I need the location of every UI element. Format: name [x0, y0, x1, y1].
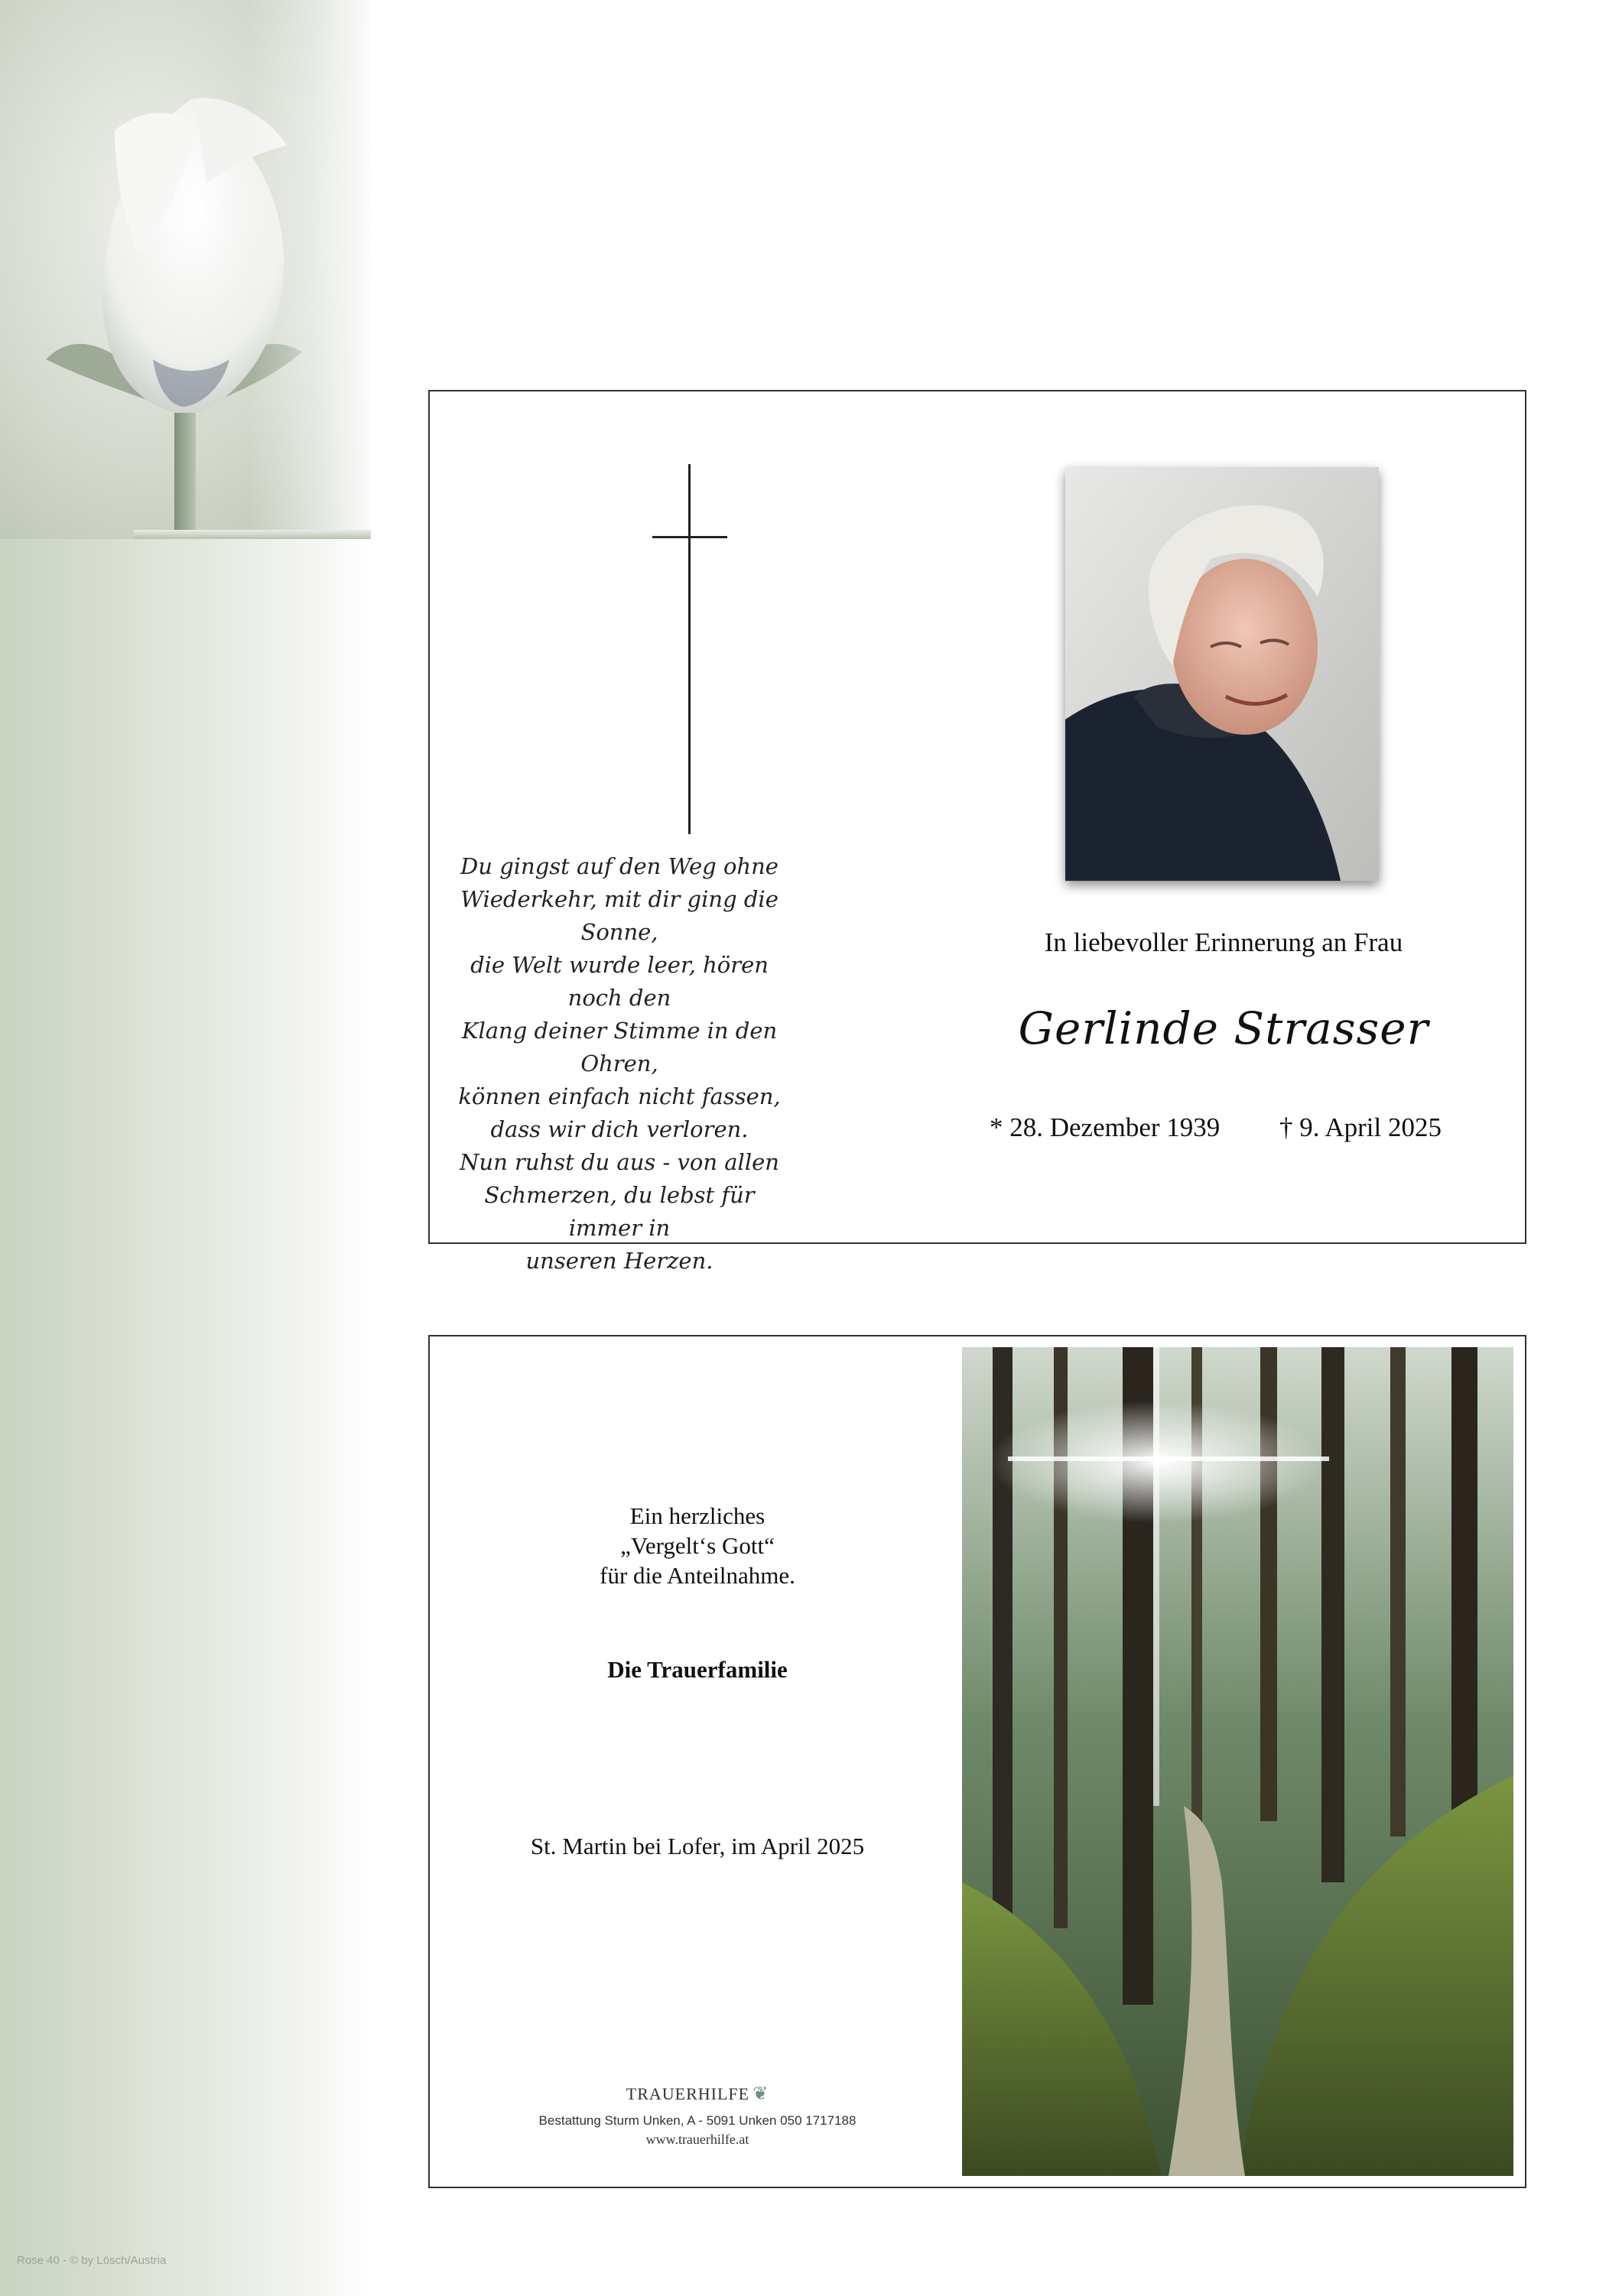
- death-date: † 9. April 2025: [1279, 1112, 1442, 1142]
- poem-line: Wiederkehr, mit dir ging die Sonne,: [460, 886, 778, 945]
- poem-line: unseren Herzen.: [525, 1248, 713, 1274]
- thanks-message: [483, 1501, 912, 1590]
- deceased-name: Gerlinde Strasser: [1018, 1002, 1429, 1054]
- poem-line: Schmerzen, du lebst für immer in: [484, 1182, 755, 1241]
- poem-line: können einfach nicht fassen,: [458, 1083, 781, 1109]
- white-rose-image: [0, 0, 371, 539]
- thanks-line: Ein herzliches: [629, 1502, 765, 1529]
- website-link[interactable]: www.trauerhilfe.at: [645, 2132, 749, 2147]
- thanks-line: für die Anteilnahme.: [600, 1562, 795, 1589]
- poem-line: Du gingst auf den Weg ohne: [460, 853, 778, 879]
- forest-path-photo: [962, 1347, 1513, 2176]
- place-date: St. Martin bei Lofer, im April 2025: [530, 1833, 865, 1859]
- memory-line: In liebevoller Erinnerung an Frau: [1044, 927, 1403, 957]
- family-signature: Die Trauerfamilie: [607, 1656, 788, 1683]
- birth-date: * 28. Dezember 1939: [990, 1112, 1221, 1142]
- portrait-photo: [1065, 467, 1379, 881]
- undertaker-info: Bestattung Sturm Unken, A - 5091 Unken 050 1717188: [538, 2113, 857, 2128]
- memorial-poem: [447, 850, 791, 1278]
- dove-icon: ❦: [752, 2084, 769, 2104]
- rose-ledge: [134, 530, 371, 539]
- poem-line: dass wir dich verloren.: [490, 1116, 749, 1142]
- rose-illustration: [0, 0, 371, 539]
- trauerhilfe-logo: [483, 2083, 912, 2105]
- poem-line: Klang deiner Stimme in den Ohren,: [461, 1018, 778, 1077]
- copyright-note: Rose 40 - © by Lösch/Austria: [17, 2254, 167, 2267]
- thanks-line: „Vergelt‘s Gott“: [620, 1532, 775, 1559]
- cross-icon-bar: [652, 536, 727, 538]
- logo-text: TRAUERHILFE: [626, 2084, 750, 2103]
- poem-line: Nun ruhst du aus - von allen: [460, 1149, 779, 1175]
- cross-icon: [688, 464, 691, 834]
- poem-line: die Welt wurde leer, hören noch den: [470, 952, 769, 1011]
